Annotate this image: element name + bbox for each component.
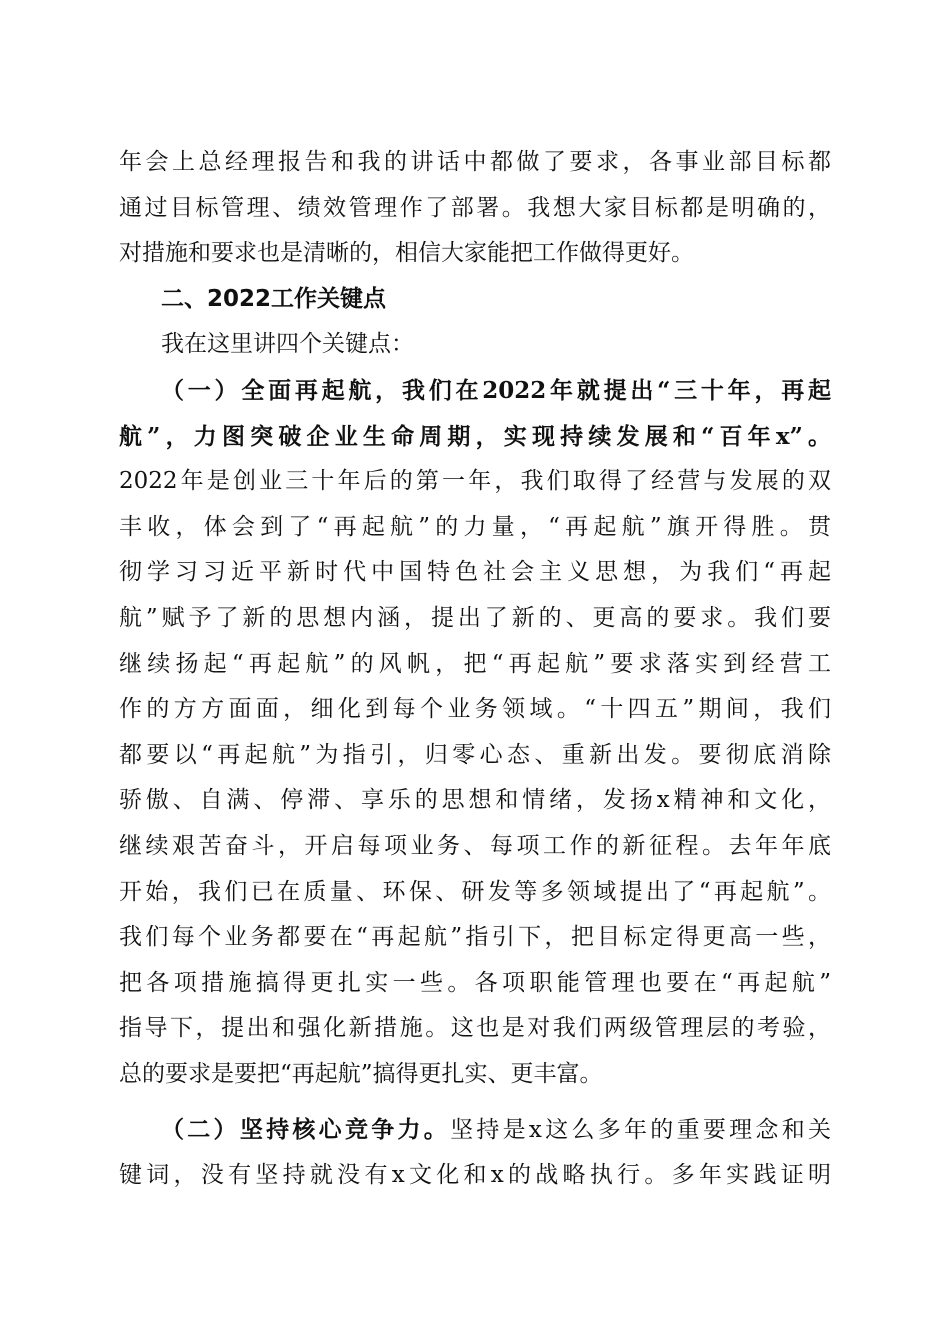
paragraph-line: 航”赋予了新的思想内涵，提出了新的、更高的要求。我们要 [119, 604, 831, 631]
paragraph-line: 继续扬起“再起航”的风帆，把“再起航”要求落实到经营工 [119, 650, 831, 677]
paragraph-line: 开始，我们已在质量、环保、研发等多领域提出了“再起航”。 [119, 878, 831, 905]
section-heading: 二、2022工作关键点 [161, 285, 387, 312]
paragraph-gap [119, 1097, 831, 1107]
paragraph-line: 骄傲、自满、停滞、享乐的思想和情绪，发扬x精神和文化， [119, 787, 831, 814]
paragraph-line: 都要以“再起航”为指引，归零心态、重新出发。要彻底消除 [119, 741, 831, 768]
paragraph-line: 键词，没有坚持就没有x文化和x的战略执行。多年实践证明 [119, 1162, 831, 1189]
paragraph-line: 继续艰苦奋斗，开启每项业务、每项工作的新征程。去年年底 [119, 832, 831, 859]
paragraph-line: 彻学习习近平新时代中国特色社会主义思想，为我们“再起 [119, 559, 831, 586]
point-two-text: 坚持是x这么多年的重要理念和关 [450, 1117, 831, 1144]
paragraph-line: 对措施和要求也是清晰的，相信大家能把工作做得更好。 [119, 240, 694, 267]
paragraph-line: 我们每个业务都要在“再起航”指引下，把目标定得更高一些， [119, 924, 831, 951]
document-body [119, 140, 831, 1199]
point-one-title: 航”，力图突破企业生命周期，实现持续发展和“百年x”。 [119, 422, 831, 450]
paragraph-line: 丰收，体会到了“再起航”的力量，“再起航”旗开得胜。贯 [119, 513, 831, 540]
lead-sentence: 我在这里讲四个关键点： [161, 331, 414, 358]
paragraph-line: 2022年是创业三十年后的第一年，我们取得了经营与发展的双 [119, 468, 831, 495]
paragraph-line: 把各项措施搞得更扎实一些。各项职能管理也要在“再起航” [119, 969, 831, 996]
paragraph-line: 年会上总经理报告和我的讲话中都做了要求，各事业部目标都 [119, 149, 831, 175]
paragraph-line: 指导下，提出和强化新措施。这也是对我们两级管理层的考验， [119, 1015, 831, 1042]
point-two-first-line [119, 1107, 831, 1153]
paragraph-line: 通过目标管理、绩效管理作了部署。我想大家目标都是明确的， [119, 194, 831, 221]
paragraph-line: 作的方方面面，细化到每个业务领域。“十四五”期间，我们 [119, 696, 831, 723]
paragraph-line: 总的要求是要把“再起航”搞得更扎实、更丰富。 [119, 1060, 603, 1087]
point-two-title: （二）坚持核心竞争力。 [161, 1116, 451, 1144]
point-one-title: （一）全面再起航，我们在2022年就提出“三十年，再起 [161, 376, 831, 404]
